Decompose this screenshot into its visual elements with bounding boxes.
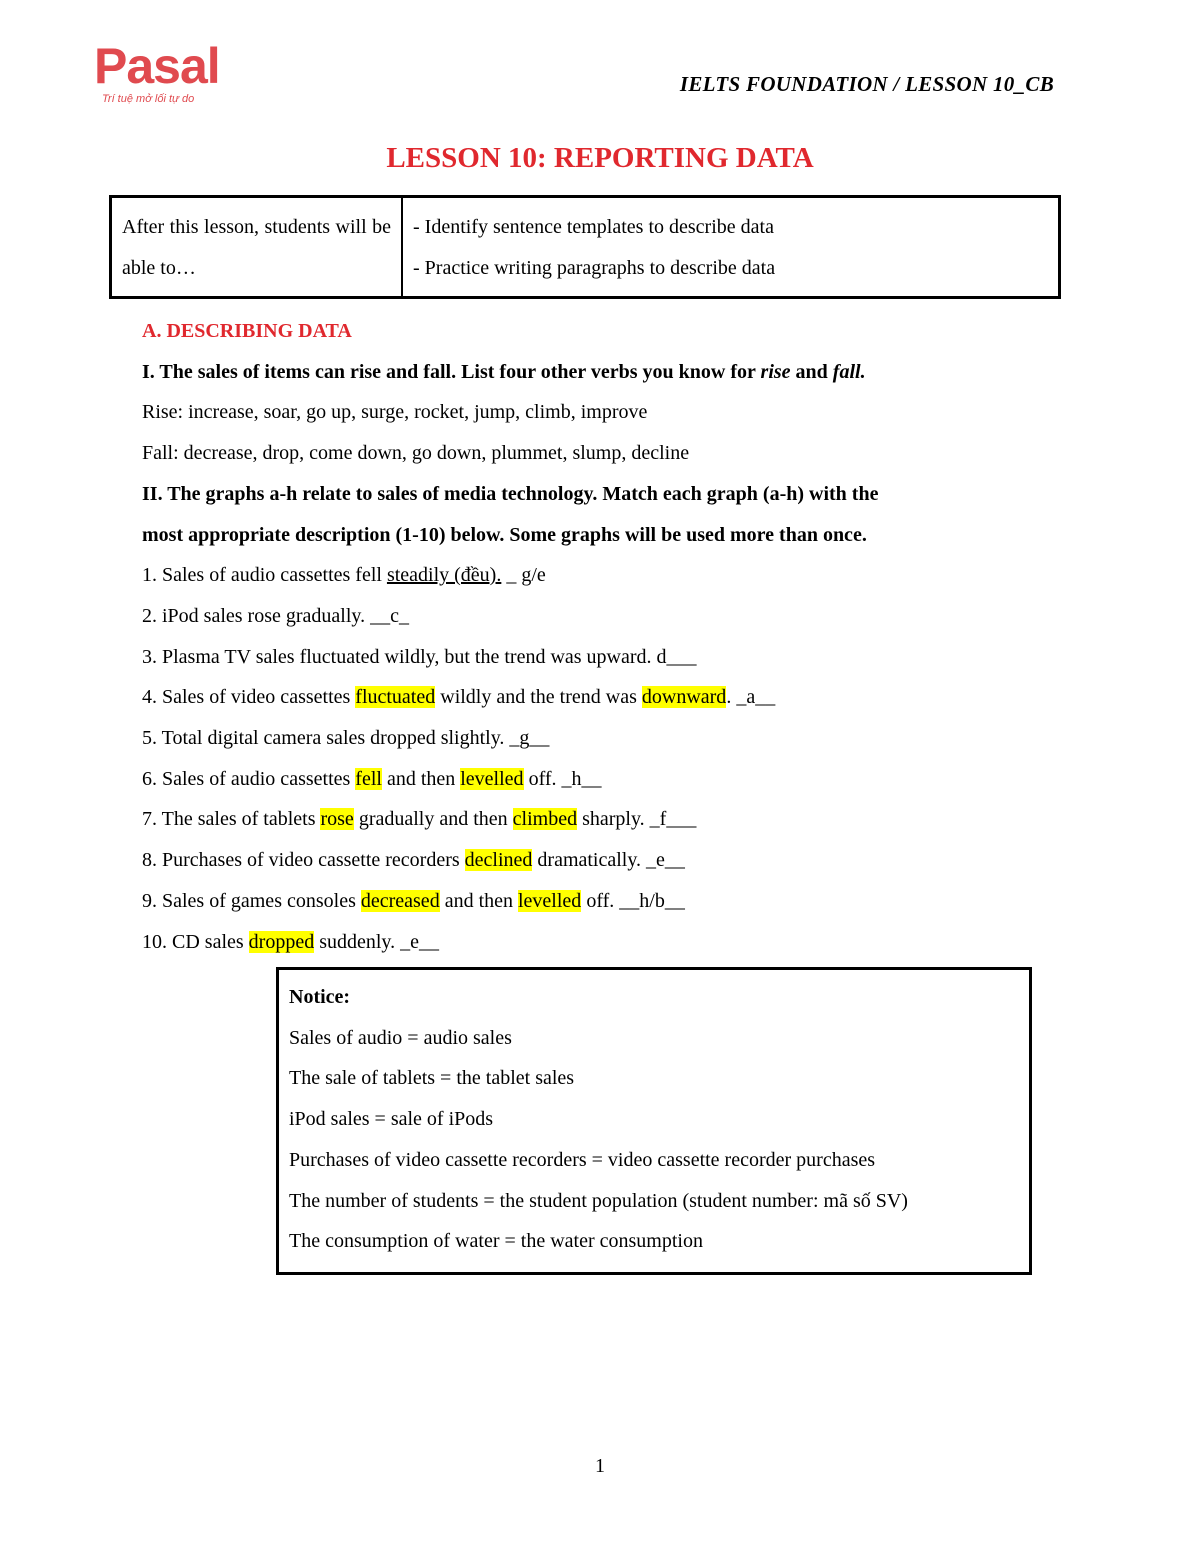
list-item: 8. Purchases of video cassette recorders declined dramatically. _e__ <box>142 849 685 872</box>
rise-answer: Rise: increase, soar, go up, surge, rocket, jump, climb, improve <box>142 401 648 424</box>
highlighted-word: downward <box>641 686 727 709</box>
fall-answer: Fall: decrease, drop, come down, go down, plummet, slump, decline <box>142 442 690 465</box>
notice-line: iPod sales = sale of iPods <box>289 1108 494 1131</box>
list-item: 5. Total digital camera sales dropped slightly. _g__ <box>142 727 550 750</box>
course-header: IELTS FOUNDATION / LESSON 10_CB <box>679 72 1054 96</box>
list-item: 10. CD sales dropped suddenly. _e__ <box>142 930 440 953</box>
objectives-table <box>109 195 1061 299</box>
objective-item: - Identify sentence templates to describe data <box>413 216 774 238</box>
question-2-line-1: II. The graphs a-h relate to sales of media technology. Match each graph (a-h) with the <box>142 482 879 505</box>
highlighted-word: rose <box>320 808 354 831</box>
logo-tagline: Trí tuệ mở lối tự do <box>102 93 195 105</box>
page-title: LESSON 10: REPORTING DATA <box>386 142 814 174</box>
underlined-word: steadily (đều). <box>386 564 502 587</box>
list-item: 1. Sales of audio cassettes fell steadily (đều). _ g/e <box>142 564 546 587</box>
list-item: 4. Sales of video cassettes fluctuated wildly and the trend was downward. _a__ <box>142 686 776 709</box>
highlighted-word: decreased <box>360 889 440 912</box>
objective-item: - Practice writing paragraphs to describe data <box>413 257 776 279</box>
question-2-line-2: most appropriate description (1-10) below. Some graphs will be used more than once. <box>142 523 867 546</box>
logo-wordmark: Pasal <box>94 38 220 94</box>
list-item: 2. iPod sales rose gradually. __c_ <box>142 604 409 627</box>
pasal-logo <box>94 38 234 110</box>
highlighted-word: fluctuated <box>355 686 436 709</box>
highlighted-word: dropped <box>248 930 315 953</box>
question-1-and: and <box>790 360 833 383</box>
notice-line: The sale of tablets = the tablet sales <box>289 1067 575 1090</box>
notice-box <box>276 967 1032 1275</box>
list-item: 7. The sales of tablets rose gradually and then climbed sharply. _f___ <box>142 808 697 831</box>
highlighted-word: levelled <box>518 889 582 912</box>
highlighted-word: climbed <box>512 808 578 831</box>
list-item: 3. Plasma TV sales fluctuated wildly, but the trend was upward. d___ <box>142 645 697 668</box>
highlighted-word: fell <box>355 767 382 790</box>
notice-line: Sales of audio = audio sales <box>289 1026 512 1049</box>
notice-line: Purchases of video cassette recorders = video cassette recorder purchases <box>289 1148 876 1171</box>
objectives-list <box>403 198 1058 296</box>
highlighted-word: declined <box>464 849 533 872</box>
notice-line: The number of students = the student population (student number: mã số SV) <box>289 1189 908 1212</box>
question-1-fall: fall. <box>832 360 866 383</box>
question-1-text: I. The sales of items can rise and fall. List four other verbs you know for <box>142 360 761 383</box>
question-1 <box>142 352 1042 393</box>
list-item: 9. Sales of games consoles decreased and then levelled off. __h/b__ <box>142 889 685 912</box>
list-item: 6. Sales of audio cassettes fell and then levelled off. _h__ <box>142 767 602 790</box>
lesson-content <box>142 311 1042 962</box>
highlighted-word: levelled <box>460 767 524 790</box>
objectives-label: After this lesson, students will be able to… <box>112 198 403 296</box>
notice-line: The consumption of water = the water consumption <box>289 1230 703 1253</box>
section-heading: A. DESCRIBING DATA <box>142 320 352 342</box>
question-1-rise: rise <box>760 360 791 383</box>
page-number: 1 <box>595 1455 605 1477</box>
notice-title: Notice: <box>289 986 351 1008</box>
